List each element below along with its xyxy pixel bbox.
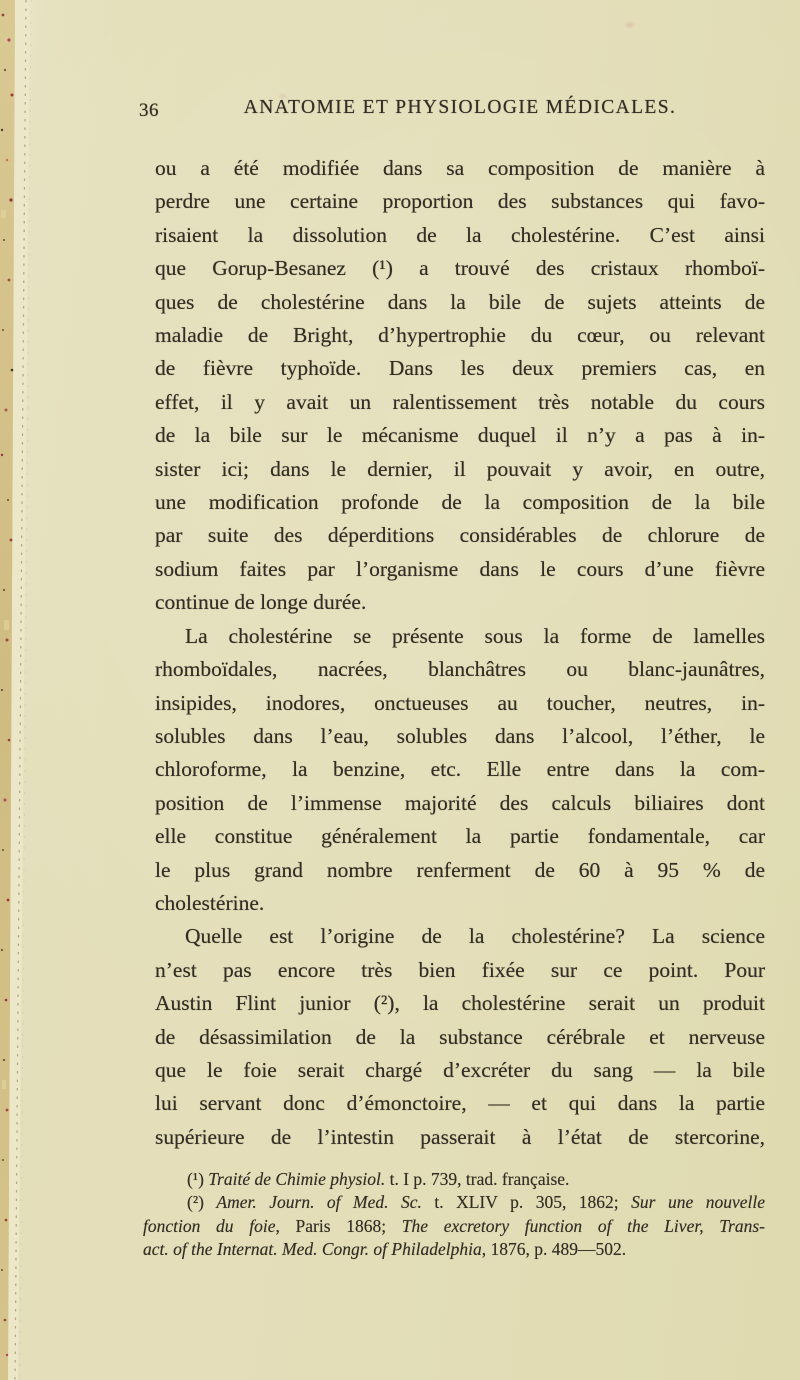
footnote-text-segment: , Paris 1868; bbox=[275, 1215, 402, 1236]
footnote-line bbox=[143, 1215, 765, 1238]
text-line: que Gorup-Besanez (¹) a trouvé des cristaux rhomboï- bbox=[155, 256, 765, 281]
footnote-line bbox=[143, 1168, 765, 1191]
footnote-text-segment: Sur une nouvelle bbox=[631, 1192, 766, 1213]
page-number: 36 bbox=[139, 100, 159, 121]
text-line: chloroforme, la benzine, etc. Elle entre dans la com- bbox=[155, 757, 765, 782]
text-line: perdre une certaine proportion des substances qui favo- bbox=[155, 189, 765, 214]
text-line: Austin Flint junior (²), la cholestérine serait un produit bbox=[155, 991, 765, 1016]
text-line: par suite des déperditions considérables de chlorure de bbox=[155, 523, 765, 548]
text-line: de fièvre typhoïde. Dans les deux premiers cas, en bbox=[155, 356, 765, 381]
text-line: continue de longe durée. bbox=[155, 590, 367, 615]
text-line: insipides, inodores, onctueuses au toucher, neutres, in- bbox=[155, 690, 765, 715]
text-line: position de l’immense majorité des calculs biliaires dont bbox=[155, 790, 765, 815]
footnote-text-segment: (²) bbox=[187, 1192, 217, 1213]
text-line: ou a été modifiée dans sa composition de manière à bbox=[155, 156, 765, 180]
text-line: ques de cholestérine dans la bile de sujets atteints de bbox=[155, 289, 765, 314]
footnote-text-segment: t. XLIV p. 305, 1862; bbox=[421, 1192, 632, 1213]
footnote-line bbox=[143, 1238, 765, 1261]
text-line: le plus grand nombre renferment de 60 à 95 % de bbox=[155, 857, 765, 882]
footnote-text-segment: fonction du foie bbox=[143, 1215, 276, 1236]
text-line: rhomboïdales, nacrées, blanchâtres ou blanc-jaunâtres, bbox=[155, 657, 765, 682]
text-block bbox=[155, 152, 765, 1154]
footnotes bbox=[143, 1168, 765, 1262]
footnote-line bbox=[143, 1191, 765, 1214]
text-line: risaient la dissolution de la cholestérine. C’est ainsi bbox=[155, 222, 765, 247]
footnote-text-segment: The excretory function of the Liver, Trans- bbox=[401, 1215, 765, 1236]
footnote-text-segment: act. of the Internat. Med. Congr. of Philadelphia bbox=[143, 1239, 482, 1260]
footnote-text-segment: Traité de Chimie physiol. bbox=[208, 1169, 386, 1189]
text-line: maladie de Bright, d’hypertrophie du cœur, ou relevant bbox=[155, 323, 765, 348]
page-header bbox=[139, 97, 765, 123]
text-line: supérieure de l’intestin passerait à l’état de stercorine, bbox=[155, 1124, 765, 1149]
paragraph bbox=[155, 620, 765, 921]
text-line: une modification profonde de la composition de la bile bbox=[155, 490, 765, 515]
text-line: que le foie serait chargé d’excréter du sang — la bile bbox=[155, 1057, 765, 1082]
text-line: elle constitue généralement la partie fondamentale, car bbox=[155, 824, 765, 849]
text-line: n’est pas encore très bien fixée sur ce point. Pour bbox=[155, 957, 765, 982]
text-line: La cholestérine se présente sous la forme de lamelles bbox=[185, 623, 765, 648]
text-line: solubles dans l’eau, solubles dans l’alcool, l’éther, le bbox=[155, 723, 765, 748]
text-line: sodium faites par l’organisme dans le cours d’une fièvre bbox=[155, 556, 765, 581]
text-line: sister ici; dans le dernier, il pouvait y avoir, en outre, bbox=[155, 456, 765, 481]
footnote-text-segment: t. I p. 739, trad. française. bbox=[385, 1169, 570, 1189]
text-line: effet, il y avait un ralentissement très notable du cours bbox=[155, 389, 765, 414]
running-title: ANATOMIE ET PHYSIOLOGIE MÉDICALES. bbox=[243, 97, 677, 118]
paragraph bbox=[155, 920, 765, 1154]
text-line: cholestérine. bbox=[155, 890, 265, 915]
text-line: Quelle est l’origine de la cholestérine? La science bbox=[185, 924, 765, 949]
text-line: de désassimilation de la substance cérébrale et nerveuse bbox=[155, 1024, 765, 1049]
footnote-text-segment: Amer. Journ. of Med. Sc. bbox=[216, 1192, 422, 1213]
footnote-text-segment: (¹) bbox=[187, 1169, 209, 1189]
paragraph bbox=[155, 152, 765, 620]
text-line: lui servant donc d’émonctoire, — et qui dans la partie bbox=[155, 1091, 765, 1116]
text-line: de la bile sur le mécanisme duquel il n’y a pas à in- bbox=[155, 423, 765, 448]
footnote-text-segment: , 1876, p. 489—502. bbox=[481, 1239, 627, 1260]
